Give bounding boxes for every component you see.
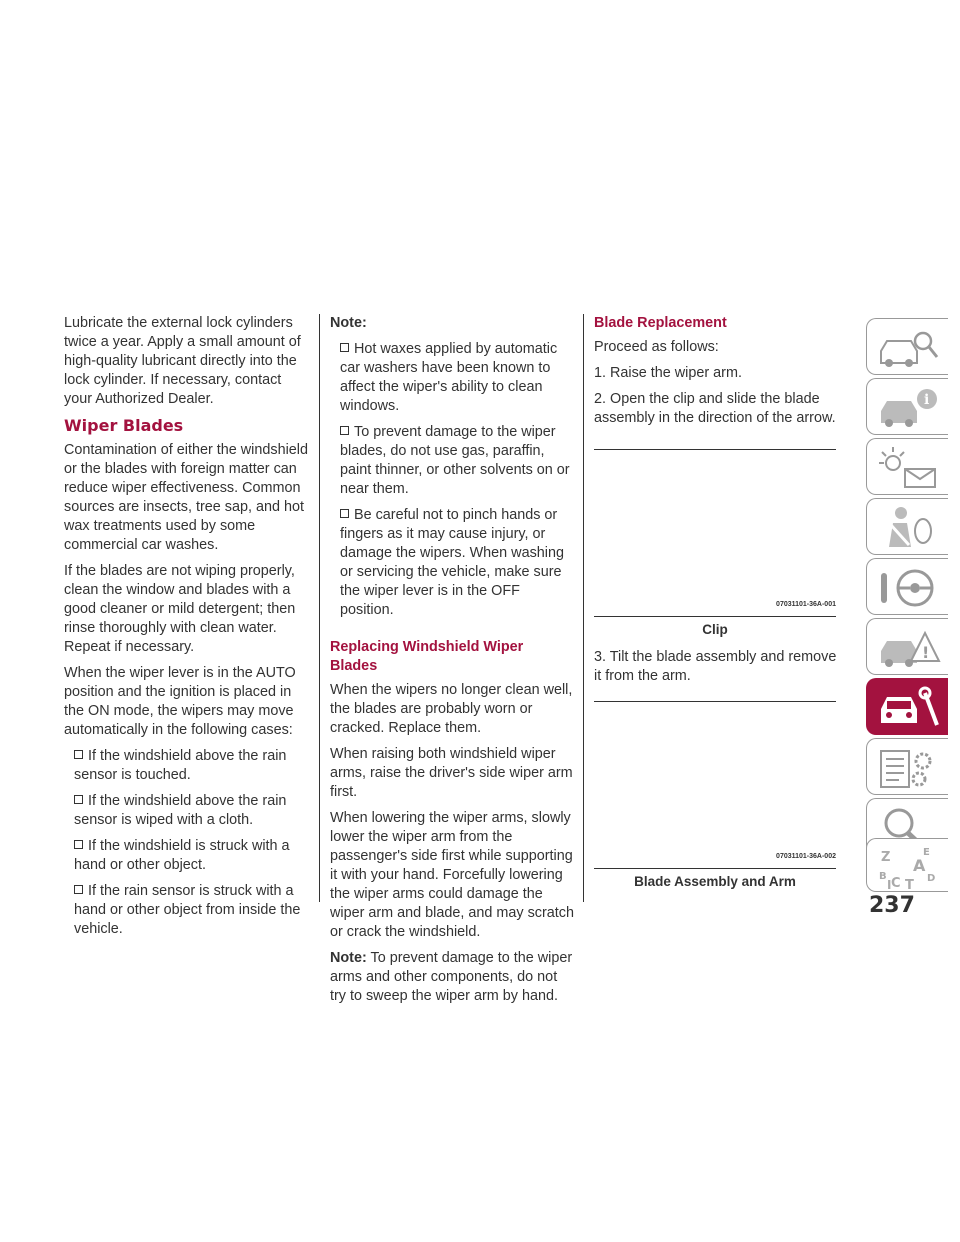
tab-steering-wheel[interactable] — [866, 558, 948, 615]
svg-text:i: i — [924, 392, 930, 408]
column-divider — [583, 314, 584, 902]
tab-specifications[interactable] — [866, 738, 948, 795]
tab-seatbelt-airbag[interactable] — [866, 498, 948, 555]
tab-alphabetical-index[interactable] — [866, 838, 948, 892]
checkbox-bullet-icon — [74, 885, 83, 894]
step: 3. Tilt the blade assembly and remove it from the arm. — [594, 649, 837, 684]
tab-car-service[interactable] — [866, 678, 948, 735]
specifications-icon — [875, 745, 943, 791]
car-service-icon — [875, 685, 943, 731]
index-letter: Z — [881, 850, 891, 865]
figure-blade-assembly — [594, 701, 836, 869]
figure-code: 07031101-36A-001 — [776, 601, 836, 608]
car-search-icon — [875, 325, 943, 371]
paragraph: When lowering the wiper arms, slowly lower the wiper arm from the passenger's side first while supporting it with your hand. Forcefully lowering the wiper arms could damage the wiper arm and blade, and may scratch or crack the windshield. — [330, 810, 574, 940]
car-emergency-icon — [875, 625, 943, 671]
page-number: 237 — [869, 893, 915, 918]
index-letter: I — [887, 878, 892, 891]
index-letter: E — [923, 847, 930, 858]
note-label: Note: — [330, 950, 367, 966]
svg-text:!: ! — [922, 643, 930, 662]
tab-car-emergency[interactable] — [866, 618, 948, 675]
paragraph: If the blades are not wiping properly, clean the window and blades with a good cleaner or mild detergent; then rinse thoroughly with clean water. Repeat if necessary. — [64, 563, 296, 655]
tab-car-info[interactable] — [866, 378, 948, 435]
tab-car-search[interactable] — [866, 318, 948, 375]
figure-caption: Blade Assembly and Arm — [634, 874, 796, 889]
steering-wheel-icon — [875, 565, 943, 611]
column-divider — [319, 314, 320, 902]
checkbox-bullet-icon — [340, 426, 349, 435]
list-item: To prevent damage to the wiper blades, do not use gas, paraffin, paint thinner, or other solvents on or near them. — [340, 424, 570, 497]
index-letter: C — [891, 876, 901, 891]
checkbox-bullet-icon — [340, 343, 349, 352]
index-letter: D — [927, 873, 936, 884]
step: 2. Open the clip and slide the blade assembly in the direction of the arrow. — [594, 391, 836, 426]
checkbox-bullet-icon — [74, 795, 83, 804]
index-letter: A — [913, 856, 926, 875]
subheading: Replacing Windshield Wiper Blades — [330, 639, 524, 674]
list-item: Hot waxes applied by automatic car washers have been known to affect the wiper's ability to clean windows. — [340, 341, 558, 414]
car-info-icon — [875, 385, 943, 431]
paragraph: When the wiper lever is in the AUTO position and the ignition is placed in the ON mode, the wipers may move automatically in the following cases: — [64, 665, 296, 738]
list-item: If the windshield above the rain sensor is wiped with a cloth. — [74, 793, 287, 828]
seatbelt-airbag-icon — [875, 505, 943, 551]
section-title: Wiper Blades — [64, 416, 184, 435]
note-label: Note: — [330, 315, 367, 331]
paragraph: Contamination of either the windshield or the blades with foreign matter can reduce wiper effectiveness. Common sources are insects, tree sap, and hot wax treatments used by some commercial car washes. — [64, 442, 308, 553]
list-item: If the rain sensor is struck with a hand or other object from inside the vehicle. — [74, 883, 301, 937]
column-left — [64, 314, 312, 946]
figure-code: 07031101-36A-002 — [776, 853, 836, 860]
column-right — [594, 314, 838, 891]
alphabetical-index-icon — [875, 845, 943, 891]
paragraph: Proceed as follows: — [594, 339, 719, 355]
index-letter: T — [905, 878, 914, 891]
figure-caption: Clip — [702, 622, 728, 637]
warning-lights-icon — [875, 445, 943, 491]
list-item: Be careful not to pinch hands or fingers as it may cause injury, or damage the wipers. When washing or servicing the vehicle, make sure the wiper lever is in the OFF position. — [340, 507, 564, 618]
subheading: Blade Replacement — [594, 315, 727, 331]
list-item: If the windshield is struck with a hand or other object. — [74, 838, 290, 873]
tab-warning-lights[interactable] — [866, 438, 948, 495]
checkbox-bullet-icon — [74, 840, 83, 849]
index-letter: B — [879, 871, 887, 882]
checkbox-bullet-icon — [74, 750, 83, 759]
paragraph: When the wipers no longer clean well, the blades are probably worn or cracked. Replace them. — [330, 682, 573, 736]
column-middle — [330, 314, 574, 1013]
intro-paragraph: Lubricate the external lock cylinders twice a year. Apply a small amount of high-quality lubricant directly into the lock cylinder. If necessary, contact your Authorized Dealer. — [64, 315, 301, 407]
note-paragraph: Note: To prevent damage to the wiper arms and other components, do not try to sweep the wiper arm by hand. — [330, 950, 573, 1004]
list-item: If the windshield above the rain sensor is touched. — [74, 748, 287, 783]
paragraph: When raising both windshield wiper arms, raise the driver's side wiper arm first. — [330, 746, 573, 800]
checkbox-bullet-icon — [340, 509, 349, 518]
step: 1. Raise the wiper arm. — [594, 365, 742, 381]
figure-clip — [594, 449, 836, 617]
